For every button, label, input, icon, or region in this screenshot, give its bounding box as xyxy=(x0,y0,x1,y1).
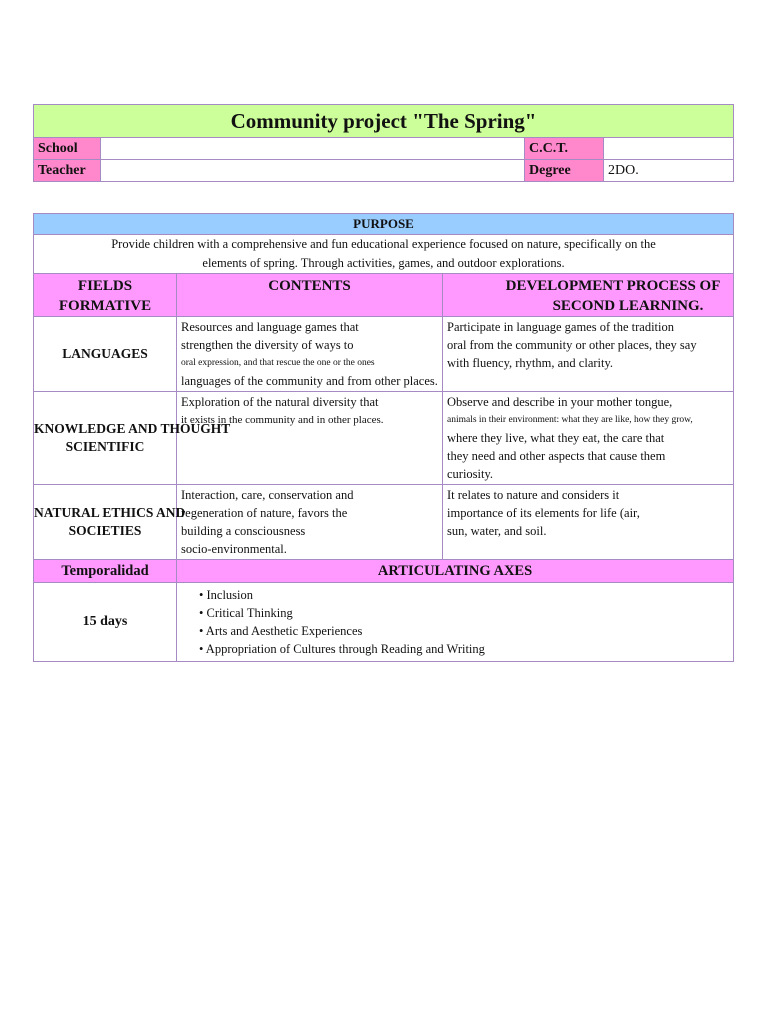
cell-line: It relates to nature and considers it xyxy=(447,488,620,502)
teacher-label: Teacher xyxy=(34,160,101,182)
table-row xyxy=(34,485,734,560)
cct-label: C.C.T. xyxy=(525,138,604,160)
purpose-text xyxy=(34,235,734,274)
degree-value: 2DO. xyxy=(604,160,734,182)
purpose-line: Provide children with a comprehensive and fun educational experience focused on nature, specifically on the xyxy=(111,237,656,251)
cell-line: it exists in the community and in other places. xyxy=(181,414,384,426)
process-cell xyxy=(443,392,734,485)
project-header-table xyxy=(33,104,734,182)
column-header-fields xyxy=(34,274,177,317)
school-value xyxy=(101,138,525,160)
cell-line: importance of its elements for life (air, xyxy=(447,506,640,520)
column-header-text: CONTENTS xyxy=(268,278,351,294)
contents-cell xyxy=(177,392,443,485)
project-plan-table xyxy=(33,213,734,662)
column-header-text: SECOND LEARNING. xyxy=(552,298,704,314)
axis-item: • Inclusion xyxy=(199,588,254,602)
field-languages: LANGUAGES xyxy=(34,317,177,392)
cell-line: socio-environmental. xyxy=(181,542,287,556)
field-ethics xyxy=(34,485,186,560)
cell-line: oral expression, and that rescue the one or the ones xyxy=(181,358,375,368)
cell-line: oral from the community or other places, they say xyxy=(447,338,697,352)
process-cell xyxy=(443,485,734,560)
field-line: NATURAL ETHICS AND xyxy=(34,505,186,520)
cell-line: strengthen the diversity of ways to xyxy=(181,338,354,352)
column-header-contents xyxy=(177,274,443,317)
cell-line: building a consciousness xyxy=(181,524,306,538)
purpose-heading: PURPOSE xyxy=(34,214,734,235)
column-header-text: FIELDS xyxy=(77,278,133,294)
contents-cell xyxy=(177,485,443,560)
axes-list xyxy=(177,583,734,662)
field-line: SOCIETIES xyxy=(68,523,142,538)
teacher-value xyxy=(101,160,525,182)
table-row xyxy=(34,392,734,485)
cell-line: Participate in language games of the tradition xyxy=(447,320,675,334)
temporalidad-label: Temporalidad xyxy=(34,560,177,583)
purpose-line: elements of spring. Through activities, games, and outdoor explorations. xyxy=(202,256,565,270)
cell-line: Interaction, care, conservation and xyxy=(181,488,354,502)
axis-item: • Appropriation of Cultures through Reading and Writing xyxy=(199,642,485,656)
axis-item: • Critical Thinking xyxy=(199,606,293,620)
column-header-text: DEVELOPMENT PROCESS OF xyxy=(505,278,721,294)
cell-line: animals in their environment: what they are like, how they grow, xyxy=(447,415,693,425)
axis-item: • Arts and Aesthetic Experiences xyxy=(199,624,363,638)
column-header-process xyxy=(443,274,734,317)
field-line: SCIENTIFIC xyxy=(65,439,145,454)
project-title: Community project "The Spring" xyxy=(34,105,734,138)
cct-value xyxy=(604,138,734,160)
table-row xyxy=(34,317,734,392)
articulating-axes-heading: ARTICULATING AXES xyxy=(177,560,734,583)
cell-line: curiosity. xyxy=(447,467,494,481)
field-knowledge xyxy=(34,392,231,485)
cell-line: with fluency, rhythm, and clarity. xyxy=(447,356,614,370)
table-row xyxy=(34,583,734,662)
column-header-text: FORMATIVE xyxy=(58,298,152,314)
cell-line: sun, water, and soil. xyxy=(447,524,547,538)
contents-cell xyxy=(177,317,443,392)
school-label: School xyxy=(34,138,101,160)
duration-value: 15 days xyxy=(34,583,177,662)
cell-line: Exploration of the natural diversity that xyxy=(181,395,379,409)
process-cell xyxy=(443,317,734,392)
cell-line: where they live, what they eat, the care that xyxy=(447,431,665,445)
cell-line: languages of the community and from other places. xyxy=(181,374,438,388)
field-line: KNOWLEDGE AND THOUGHT xyxy=(34,421,231,436)
degree-label: Degree xyxy=(525,160,604,182)
cell-line: regeneration of nature, favors the xyxy=(181,506,348,520)
cell-line: Observe and describe in your mother tongue, xyxy=(447,395,673,409)
cell-line: Resources and language games that xyxy=(181,320,359,334)
cell-line: they need and other aspects that cause them xyxy=(447,449,666,463)
